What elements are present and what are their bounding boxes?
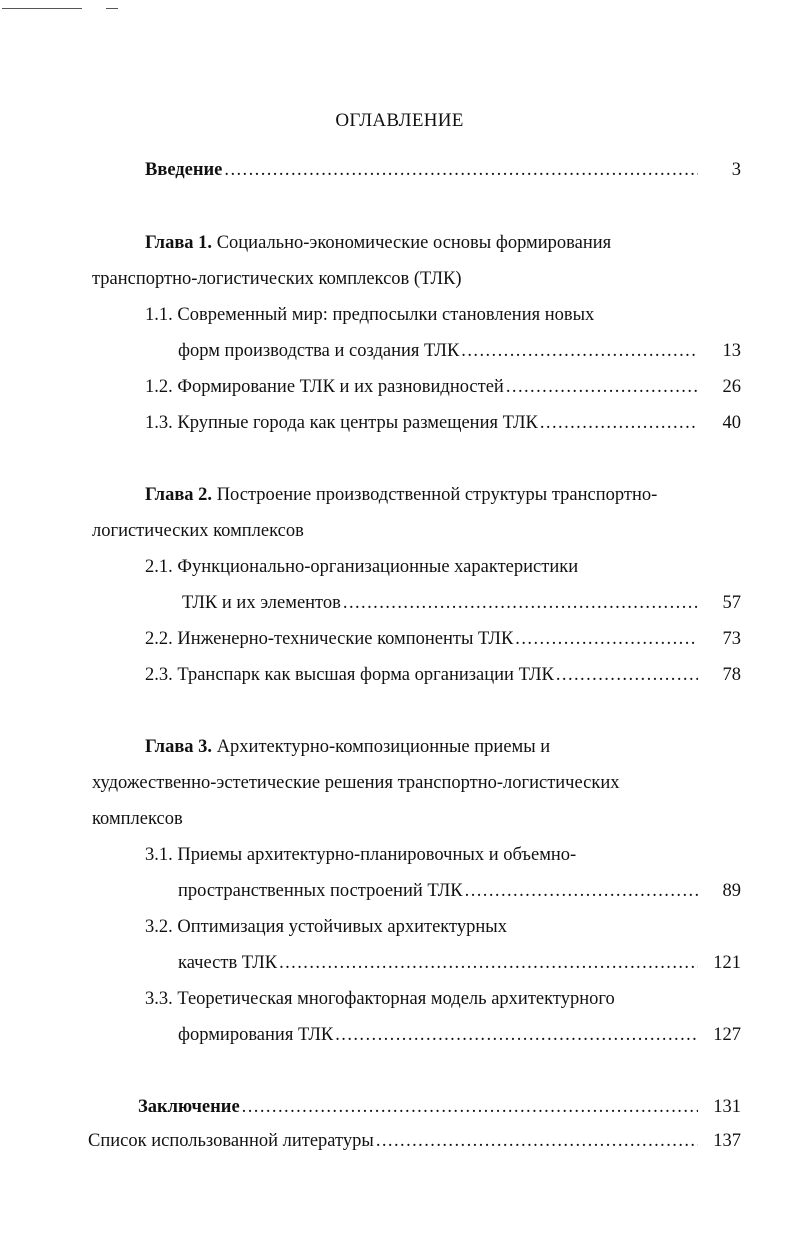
section-title: 3.2. Оптимизация устойчивых архитектурных — [145, 917, 507, 937]
toc-entry-label: 2.3. Транспарк как высшая форма организации ТЛК — [145, 665, 554, 685]
toc-entry-label: Введение — [145, 160, 223, 180]
toc-entry-1-2[interactable] — [145, 374, 700, 400]
toc-page-number: 131 — [713, 1097, 741, 1117]
section-title: 2.1. Функционально-организационные характеристики — [145, 557, 579, 577]
dot-leader — [465, 878, 698, 904]
toc-entry-intro[interactable] — [145, 157, 700, 183]
toc-page-number: 3 — [731, 160, 741, 180]
toc-entry-label: ТЛК и их элементов — [182, 593, 341, 613]
section-title: 3.1. Приемы архитектурно-планировочных и объемно- — [145, 845, 577, 865]
toc-entry-label: форм производства и создания ТЛК — [178, 341, 460, 361]
dot-leader — [556, 662, 698, 688]
dot-leader — [335, 1022, 698, 1048]
toc-page-number: 78 — [722, 665, 741, 685]
toc-page-number: 121 — [713, 953, 741, 973]
dot-leader — [540, 410, 698, 436]
toc-entry-2-1[interactable] — [182, 590, 700, 616]
chapter-title-cont: логистических комплексов — [92, 521, 304, 541]
toc-entry-1-3[interactable] — [145, 410, 700, 436]
toc-entry-1-1[interactable] — [178, 338, 700, 364]
toc-entry-2-3[interactable] — [145, 662, 700, 688]
toc-entry-label: 2.2. Инженерно-технические компоненты ТЛК — [145, 629, 514, 649]
dot-leader — [224, 157, 698, 183]
toc-entry-2-2[interactable] — [145, 626, 700, 652]
chapter-prefix: Глава 1. — [145, 233, 213, 253]
chapter-title-cont: транспортно-логистических комплексов (ТЛК) — [92, 269, 462, 289]
dot-leader — [343, 590, 698, 616]
chapter-heading — [145, 482, 657, 508]
chapter-prefix: Глава 3. — [145, 737, 213, 757]
toc-page-number: 57 — [722, 593, 741, 613]
toc-entry-conclusion[interactable] — [138, 1094, 700, 1120]
toc-page-number: 26 — [722, 377, 741, 397]
toc-page-number: 13 — [722, 341, 741, 361]
toc-page-number: 40 — [722, 413, 741, 433]
toc-entry-label: Список использованной литературы — [88, 1131, 374, 1151]
page-title: ОГЛАВЛЕНИЕ — [335, 110, 464, 131]
chapter-title-cont: комплексов — [92, 809, 183, 829]
chapter-title: Архитектурно-композиционные приемы и — [216, 737, 551, 757]
toc-entry-3-2[interactable] — [178, 950, 700, 976]
section-title: 3.3. Теоретическая многофакторная модель архитектурного — [145, 989, 615, 1009]
chapter-prefix: Глава 2. — [145, 485, 213, 505]
dot-leader — [506, 374, 698, 400]
dot-leader — [376, 1128, 698, 1154]
chapter-title: Социально-экономические основы формирования — [216, 233, 612, 253]
section-title: 1.1. Современный мир: предпосылки становления новых — [145, 305, 595, 325]
toc-entry-label: Заключение — [138, 1097, 240, 1117]
chapter-title-cont: художественно-эстетические решения транспортно-логистических — [92, 773, 620, 793]
dot-leader — [515, 626, 698, 652]
toc-entry-label: формирования ТЛК — [178, 1025, 334, 1045]
toc-entry-label: 1.2. Формирование ТЛК и их разновидностей — [145, 377, 504, 397]
toc-entry-bibliography[interactable] — [88, 1128, 700, 1154]
toc-entry-label: качеств ТЛК — [178, 953, 278, 973]
toc-entry-label: 1.3. Крупные города как центры размещения ТЛК — [145, 413, 538, 433]
toc-page-number: 127 — [713, 1025, 741, 1045]
chapter-heading — [145, 734, 550, 760]
chapter-title: Построение производственной структуры транспортно- — [216, 485, 658, 505]
toc-page-number: 89 — [722, 881, 741, 901]
toc-entry-3-3[interactable] — [178, 1022, 700, 1048]
dot-leader — [279, 950, 698, 976]
chapter-heading — [145, 230, 611, 256]
dot-leader — [461, 338, 698, 364]
toc-page-number: 73 — [722, 629, 741, 649]
toc-entry-3-1[interactable] — [178, 878, 700, 904]
dot-leader — [242, 1094, 698, 1120]
toc-entry-label: пространственных построений ТЛК — [178, 881, 463, 901]
toc-page-number: 137 — [713, 1131, 741, 1151]
